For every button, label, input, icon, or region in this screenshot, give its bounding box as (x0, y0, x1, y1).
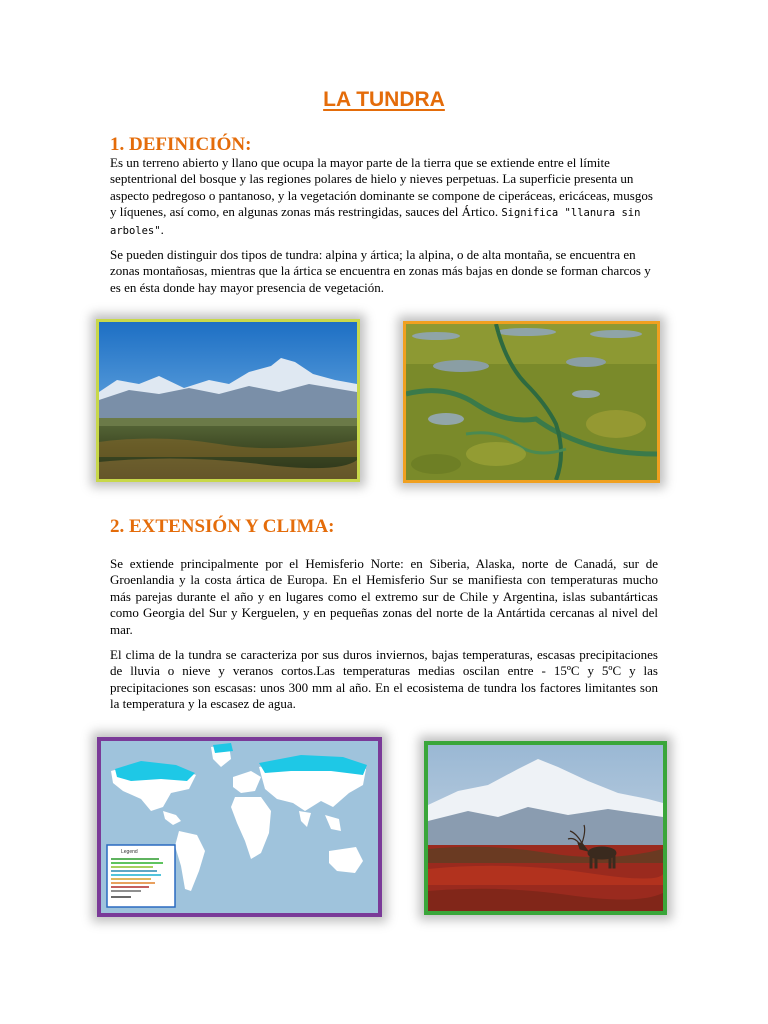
aerial-wetland-graphic (406, 324, 657, 480)
section-heading-extension: 2. EXTENSIÓN Y CLIMA: (110, 516, 335, 537)
mountain-landscape-graphic (99, 322, 357, 479)
climate-paragraph: El clima de la tundra se caracteriza por sus duros inviernos, bajas temperaturas, escasas precipitaciones de lluvia o nieve y veranos cortos.Las temperaturas medias oscilan entre - 15ºC y 5ºC y las precipitaciones son escasas: unos 300 mm al año. En el ecosistema de tundra los factores limitantes son la temperatura y la escasez de agua. (110, 647, 658, 712)
page-title (0, 88, 768, 112)
mountain-landscape-image (96, 319, 360, 482)
aerial-wetland-image (403, 321, 660, 483)
map-legend-title: Legend (121, 849, 138, 855)
definition-paragraph (110, 155, 658, 239)
world-map-image (97, 737, 382, 917)
page-title-text: LA TUNDRA (323, 88, 445, 111)
world-map-graphic (101, 741, 378, 913)
definition-signifies: Significa "llanura sin arboles" (110, 207, 641, 237)
caribou-tundra-image (424, 741, 667, 915)
caribou-tundra-graphic (428, 745, 663, 911)
definition-text: Es un terreno abierto y llano que ocupa la mayor parte de la tierra que se extiende entre el límite septentrional del bosque y las regiones polares de hielo y nieves perpetuas. La superficie presenta un aspecto pedregoso o pantanoso, y la vegetación dominante se compone de ciperáceas, ericáceas, musgos y líquenes, así como, en algunas zonas más restringidas, sauces del Ártico. (110, 155, 653, 220)
extension-paragraph: Se extiende principalmente por el Hemisferio Norte: en Siberia, Alaska, norte de Canadá, sur de Groenlandia y la costa ártica de Europa. En el Hemisferio Sur se manifiesta con temperaturas mucho más parejas durante el año y en lugares como el extremo sur de Chile y Argentina, islas subantárticas como Georgia del Sur y Kerguelen, y en pequeñas zonas del norte de la Antártida cercanas al nivel del mar. (110, 556, 658, 637)
section-heading-definicion: 1. DEFINICIÓN: (110, 134, 252, 155)
definition-end: . (160, 221, 164, 237)
tundra-types-paragraph: Se pueden distinguir dos tipos de tundra: alpina y ártica; la alpina, o de alta montaña, se encuentra en zonas montañosas, mientras que la ártica se encuentra en zonas más bajas en donde se forman charcos y es en ésta donde hay mayor presencia de vegetación. (110, 247, 651, 295)
